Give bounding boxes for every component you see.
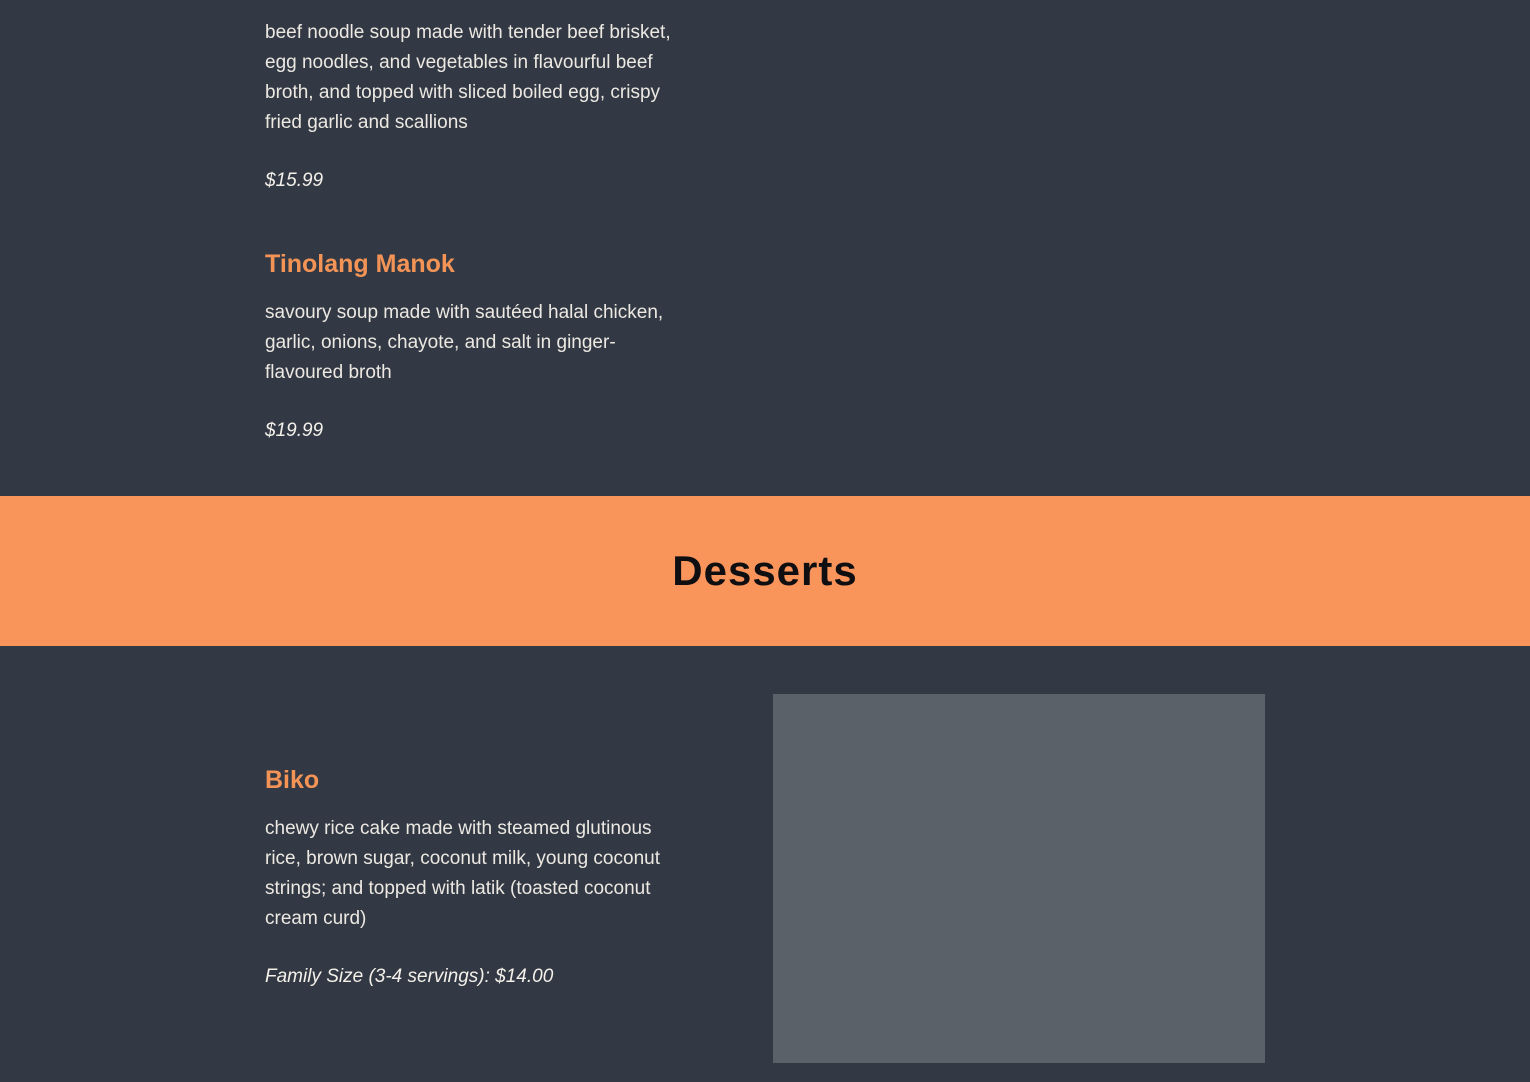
tinolang-manok-description: savoury soup made with sautéed halal chicken, garlic, onions, chayote, and salt in ginger-flavoured broth [265,302,664,383]
biko-price: Family Size (3-4 servings): $14.00 [265,966,554,987]
soups-section [0,0,1530,496]
beef-noodle-soup-description: beef noodle soup made with tender beef brisket, egg noodles, and vegetables in flavourful beef broth, and topped with sliced boiled egg, crispy fried garlic and scallions [265,22,671,133]
tinolang-manok-title: Tinolang Manok [265,250,455,278]
biko-image-placeholder [773,694,1265,1063]
biko-description: chewy rice cake made with steamed glutinous rice, brown sugar, coconut milk, young coconut strings; and topped with latik (toasted coconut cream curd) [265,818,660,929]
desserts-section [0,646,1530,1082]
beef-noodle-soup-price: $15.99 [265,170,324,191]
biko-title: Biko [265,766,320,794]
desserts-banner [0,496,1530,646]
desserts-heading: Desserts [672,547,858,594]
tinolang-manok-price: $19.99 [265,420,324,441]
